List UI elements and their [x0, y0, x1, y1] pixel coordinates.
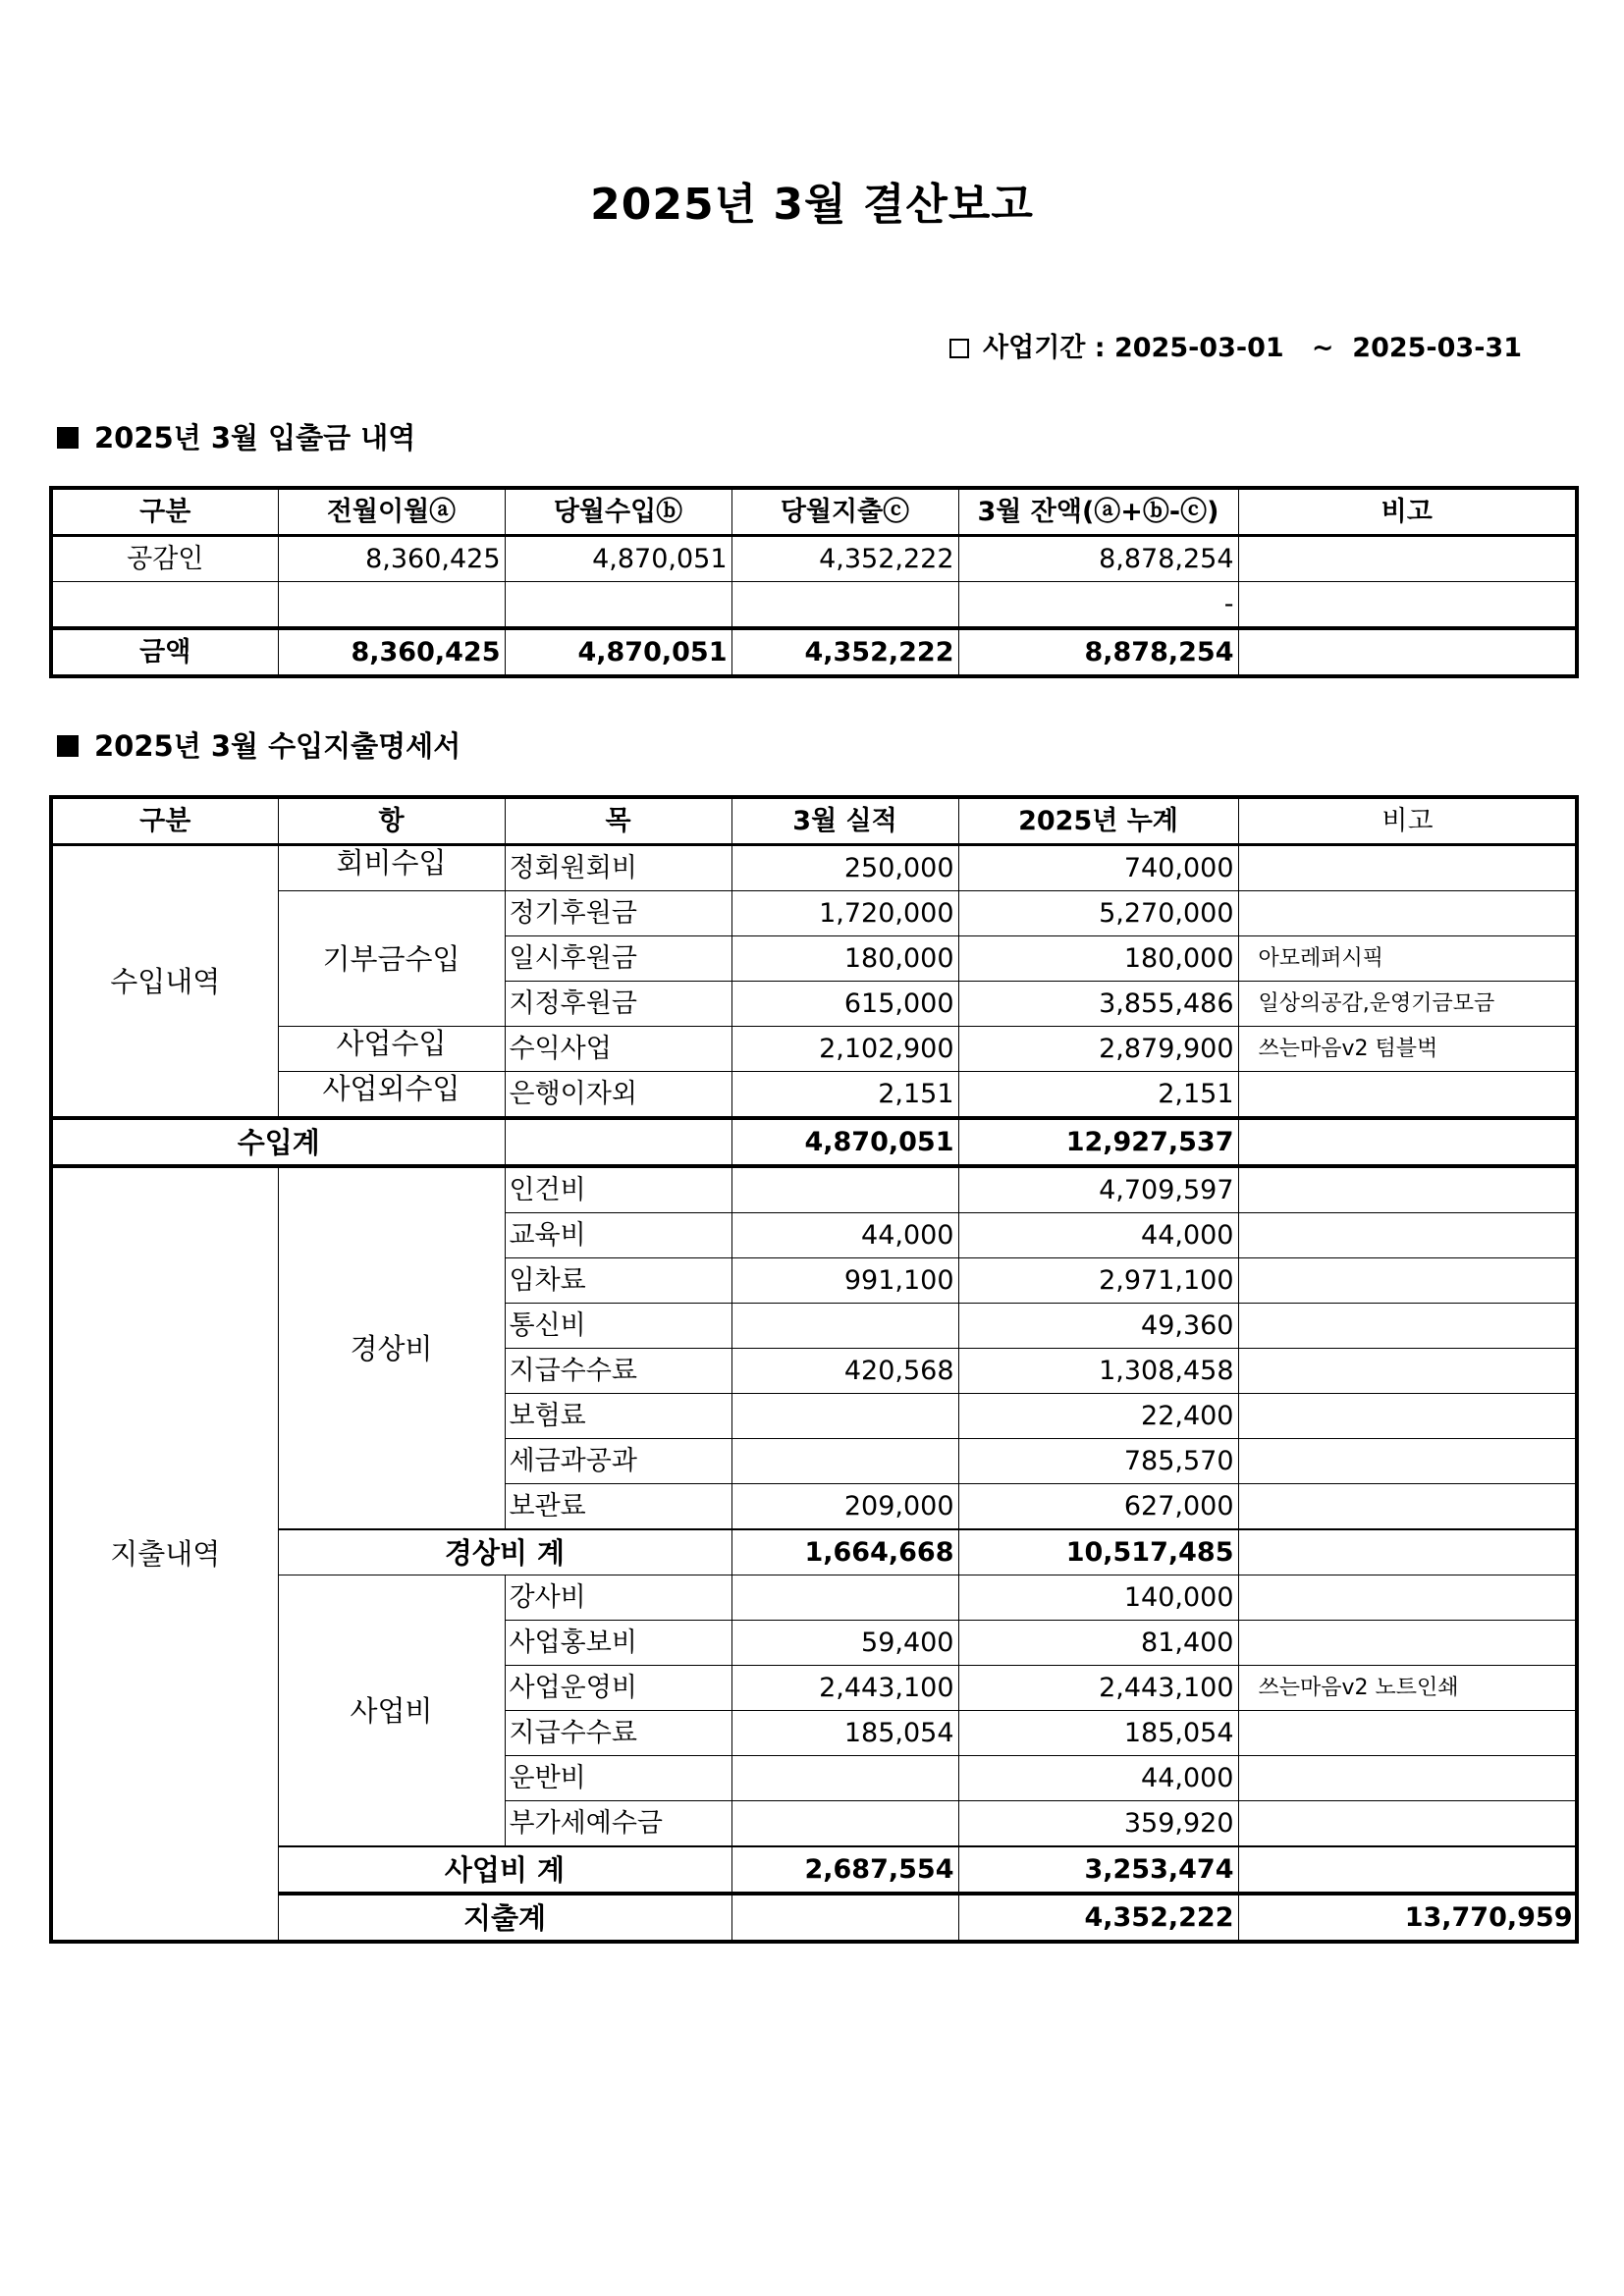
- mok-cell: 지급수수료: [505, 1711, 731, 1756]
- cell: 2,879,900: [958, 1027, 1238, 1072]
- page-title: 2025년 3월 결산보고: [590, 180, 1034, 230]
- cell: [731, 1801, 958, 1847]
- cell: [731, 1394, 958, 1439]
- table-row: [51, 845, 1577, 891]
- cell: 185,054: [731, 1711, 958, 1756]
- cell: 991,100: [731, 1258, 958, 1304]
- cell: 420,568: [731, 1349, 958, 1394]
- note-cell: [1238, 1801, 1577, 1847]
- cell: 수입계: [51, 1118, 505, 1166]
- mok-cell: 사업홍보비: [505, 1621, 731, 1666]
- note-cell: [1238, 1711, 1577, 1756]
- section-heading-statement: [57, 724, 460, 765]
- note-cell: [1238, 1304, 1577, 1349]
- note-cell: [1238, 1575, 1577, 1621]
- cell: 5,270,000: [958, 891, 1238, 936]
- cell: 8,360,425: [278, 536, 505, 582]
- mok-cell: 사업운영비: [505, 1666, 731, 1711]
- cell: [731, 582, 958, 629]
- hang-cell: 기부금수입: [278, 891, 505, 1027]
- cell: 4,352,222: [731, 536, 958, 582]
- mok-cell: 정회원회비: [505, 845, 731, 891]
- cell: 2,687,554: [731, 1846, 958, 1894]
- note-cell: [1238, 1349, 1577, 1394]
- cell: 1,664,668: [731, 1529, 958, 1575]
- section-heading-cashflow: [57, 416, 415, 456]
- cell: 740,000: [958, 845, 1238, 891]
- mok-cell: 강사비: [505, 1575, 731, 1621]
- cell: 180,000: [958, 936, 1238, 982]
- cell: 지출계: [278, 1894, 731, 1942]
- table-row: [51, 1072, 1577, 1119]
- note-cell: [1238, 1439, 1577, 1484]
- cell: [731, 1166, 958, 1213]
- cell: 공감인: [51, 536, 278, 582]
- cell: [505, 1118, 731, 1166]
- cell: 1,720,000: [731, 891, 958, 936]
- cell: 8,360,425: [278, 628, 505, 676]
- cell: 250,000: [731, 845, 958, 891]
- cell: 209,000: [731, 1484, 958, 1530]
- cell: [1238, 1529, 1577, 1575]
- expense-category: 지출내역: [51, 1166, 278, 1942]
- hang-cell: 사업수입: [278, 1027, 505, 1072]
- square-bullet-icon: [57, 735, 79, 757]
- cell: 44,000: [958, 1213, 1238, 1258]
- cell: 10,517,485: [958, 1529, 1238, 1575]
- mok-cell: 은행이자외: [505, 1072, 731, 1119]
- table-row: [51, 891, 1577, 936]
- cell: 4,870,051: [505, 536, 731, 582]
- hang-cell: 경상비: [278, 1166, 505, 1529]
- cashflow-table: [49, 486, 1579, 678]
- mok-cell: 인건비: [505, 1166, 731, 1213]
- cell: 13,770,959: [1238, 1894, 1577, 1942]
- cell: [51, 582, 278, 629]
- note-cell: [1238, 1484, 1577, 1530]
- mok-cell: 지정후원금: [505, 982, 731, 1027]
- mok-cell: 세금과공과: [505, 1439, 731, 1484]
- section-heading-text: 2025년 3월 수입지출명세서: [94, 729, 461, 763]
- cashflow-total-row: [51, 628, 1577, 676]
- mok-cell: 일시후원금: [505, 936, 731, 982]
- mok-cell: 임차료: [505, 1258, 731, 1304]
- note-cell: 일상의공감,운영기금모금: [1238, 982, 1577, 1027]
- cell: 12,927,537: [958, 1118, 1238, 1166]
- col-header: 2025년 누계: [958, 797, 1238, 845]
- mok-cell: 보관료: [505, 1484, 731, 1530]
- note-cell: [1238, 1072, 1577, 1119]
- mok-cell: 수익사업: [505, 1027, 731, 1072]
- mok-cell: 정기후원금: [505, 891, 731, 936]
- note-cell: [1238, 1621, 1577, 1666]
- cell: [278, 582, 505, 629]
- note-cell: [1238, 1166, 1577, 1213]
- col-header: 당월지출ⓒ: [731, 488, 958, 536]
- cell: 사업비 계: [278, 1846, 731, 1894]
- square-bullet-icon: [57, 427, 79, 449]
- cell: 59,400: [731, 1621, 958, 1666]
- cell: 140,000: [958, 1575, 1238, 1621]
- mok-cell: 지급수수료: [505, 1349, 731, 1394]
- cell: 4,709,597: [958, 1166, 1238, 1213]
- note-cell: [1238, 845, 1577, 891]
- table-row: [51, 1027, 1577, 1072]
- cell: 2,151: [958, 1072, 1238, 1119]
- note-cell: 쓰는마음v2 노트인쇄: [1238, 1666, 1577, 1711]
- cell: -: [958, 582, 1238, 629]
- cell: 3,253,474: [958, 1846, 1238, 1894]
- cell: 81,400: [958, 1621, 1238, 1666]
- cell: 4,870,051: [505, 628, 731, 676]
- cell: 2,151: [731, 1072, 958, 1119]
- project-subtotal-row: [51, 1846, 1577, 1894]
- cell: 4,352,222: [731, 628, 958, 676]
- business-period: [949, 326, 1522, 364]
- col-header: 구분: [51, 797, 278, 845]
- table-row: [51, 1166, 1577, 1213]
- income-expense-table: [49, 795, 1579, 1944]
- operating-subtotal-row: [51, 1529, 1577, 1575]
- cell: 1,308,458: [958, 1349, 1238, 1394]
- cell: 2,971,100: [958, 1258, 1238, 1304]
- mok-cell: 교육비: [505, 1213, 731, 1258]
- mok-cell: 통신비: [505, 1304, 731, 1349]
- cell: 금액: [51, 628, 278, 676]
- hang-cell: 회비수입: [278, 845, 505, 891]
- mok-cell: 보험료: [505, 1394, 731, 1439]
- note-cell: [1238, 1394, 1577, 1439]
- mok-cell: 운반비: [505, 1756, 731, 1801]
- checkbox-icon: [949, 339, 969, 358]
- business-period-label: 사업기간 : 2025-03-01 ~ 2025-03-31: [983, 333, 1522, 363]
- col-header: 비고: [1238, 797, 1577, 845]
- cell: 785,570: [958, 1439, 1238, 1484]
- cell: 185,054: [958, 1711, 1238, 1756]
- cell: 4,870,051: [731, 1118, 958, 1166]
- cell: 44,000: [958, 1756, 1238, 1801]
- col-header: 목: [505, 797, 731, 845]
- cell: [731, 1439, 958, 1484]
- hang-cell: 사업비: [278, 1575, 505, 1847]
- note-cell: [1238, 1258, 1577, 1304]
- table-row: [51, 1575, 1577, 1621]
- note-cell: [1238, 1756, 1577, 1801]
- cell: 경상비 계: [278, 1529, 731, 1575]
- cell: [731, 1894, 958, 1942]
- cell: 627,000: [958, 1484, 1238, 1530]
- note-cell: [1238, 891, 1577, 936]
- mok-cell: 부가세예수금: [505, 1801, 731, 1847]
- table-row: [51, 582, 1577, 629]
- cashflow-header-row: [51, 488, 1577, 536]
- cell: [1238, 1118, 1577, 1166]
- cell: [1238, 582, 1577, 629]
- cell: 180,000: [731, 936, 958, 982]
- table-row: [51, 536, 1577, 582]
- col-header: 3월 실적: [731, 797, 958, 845]
- col-header: 비고: [1238, 488, 1577, 536]
- income-total-row: [51, 1118, 1577, 1166]
- cell: 49,360: [958, 1304, 1238, 1349]
- cell: [731, 1756, 958, 1801]
- cell: [731, 1575, 958, 1621]
- cell: 2,443,100: [731, 1666, 958, 1711]
- cell: [1238, 1846, 1577, 1894]
- cell: 359,920: [958, 1801, 1238, 1847]
- note-cell: [1238, 1213, 1577, 1258]
- section-heading-text: 2025년 3월 입출금 내역: [94, 421, 416, 454]
- expense-total-row: [51, 1894, 1577, 1942]
- cell: 3,855,486: [958, 982, 1238, 1027]
- income-category: 수입내역: [51, 845, 278, 1119]
- col-header: 당월수입ⓑ: [505, 488, 731, 536]
- cell: [1238, 628, 1577, 676]
- cell: [505, 582, 731, 629]
- hang-cell: 사업외수입: [278, 1072, 505, 1119]
- note-cell: 쓰는마음v2 텀블벅: [1238, 1027, 1577, 1072]
- col-header: 항: [278, 797, 505, 845]
- cell: 2,443,100: [958, 1666, 1238, 1711]
- note-cell: 아모레퍼시픽: [1238, 936, 1577, 982]
- cell: 4,352,222: [958, 1894, 1238, 1942]
- col-header: 전월이월ⓐ: [278, 488, 505, 536]
- statement-header-row: [51, 797, 1577, 845]
- cell: 2,102,900: [731, 1027, 958, 1072]
- col-header: 3월 잔액(ⓐ+ⓑ-ⓒ): [958, 488, 1238, 536]
- col-header: 구분: [51, 488, 278, 536]
- cell: 8,878,254: [958, 628, 1238, 676]
- cell: 615,000: [731, 982, 958, 1027]
- cell: 8,878,254: [958, 536, 1238, 582]
- cell: 22,400: [958, 1394, 1238, 1439]
- cell: 44,000: [731, 1213, 958, 1258]
- cell: [1238, 536, 1577, 582]
- cell: [731, 1304, 958, 1349]
